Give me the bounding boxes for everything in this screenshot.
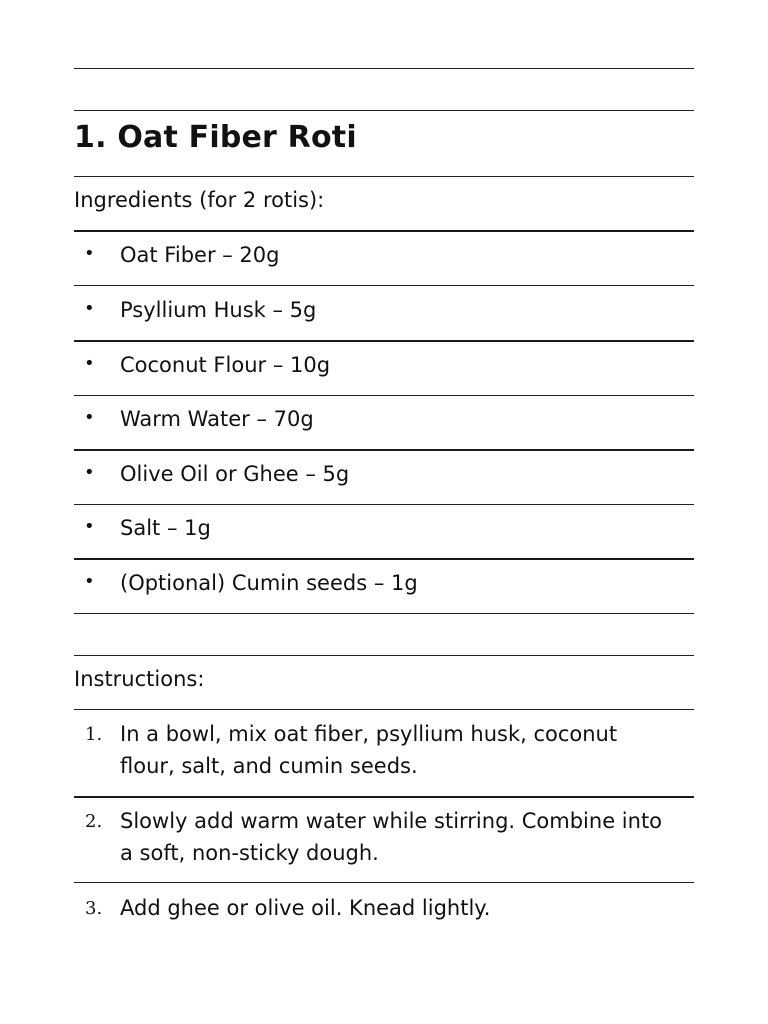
ingredient-text: Olive Oil or Ghee – 5g (120, 462, 350, 486)
step-text: In a bowl, mix oat fiber, psyllium husk, coconut flour, salt, and cumin seeds. (120, 722, 618, 778)
ingredient-text: Salt – 1g (120, 516, 211, 540)
ingredient-item (74, 405, 694, 433)
instructions-heading: Instructions: (74, 667, 205, 691)
divider (74, 613, 694, 614)
ingredients-heading: Ingredients (for 2 rotis): (74, 188, 325, 212)
divider (74, 796, 694, 798)
divider (74, 176, 694, 177)
ingredient-text: Psyllium Husk – 5g (120, 298, 317, 322)
ingredient-item (74, 460, 694, 488)
ingredient-text: (Optional) Cumin seeds – 1g (120, 571, 418, 595)
ingredient-text: Warm Water – 70g (120, 407, 314, 431)
bullet-icon: • (84, 571, 95, 592)
ingredient-text: Oat Fiber – 20g (120, 243, 280, 267)
ingredient-item (74, 351, 694, 379)
divider (74, 340, 694, 342)
divider (74, 655, 694, 656)
step-number: 3. (85, 898, 103, 919)
bullet-icon: • (84, 353, 95, 374)
bullet-icon: • (84, 407, 95, 428)
ingredient-text: Coconut Flour – 10g (120, 353, 331, 377)
divider (74, 230, 694, 232)
ingredient-item (74, 514, 694, 542)
step-number: 1. (85, 724, 103, 745)
recipe-page (74, 0, 694, 1024)
step-number: 2. (85, 811, 103, 832)
ingredient-item (74, 296, 694, 324)
recipe-title: 1. Oat Fiber Roti (74, 120, 357, 155)
divider (74, 449, 694, 451)
ingredient-item (74, 241, 694, 269)
divider (74, 709, 694, 710)
step-text: Slowly add warm water while stirring. Combine into a soft, non-sticky dough. (120, 809, 663, 865)
divider (74, 395, 694, 396)
step-text: Add ghee or olive oil. Knead lightly. (120, 896, 491, 920)
bullet-icon: • (84, 243, 95, 264)
bullet-icon: • (84, 462, 95, 483)
divider (74, 504, 694, 505)
divider (74, 882, 694, 883)
bullet-icon: • (84, 516, 95, 537)
divider (74, 110, 694, 111)
divider (74, 68, 694, 69)
ingredient-item (74, 569, 694, 597)
divider (74, 285, 694, 286)
divider (74, 558, 694, 560)
bullet-icon: • (84, 298, 95, 319)
